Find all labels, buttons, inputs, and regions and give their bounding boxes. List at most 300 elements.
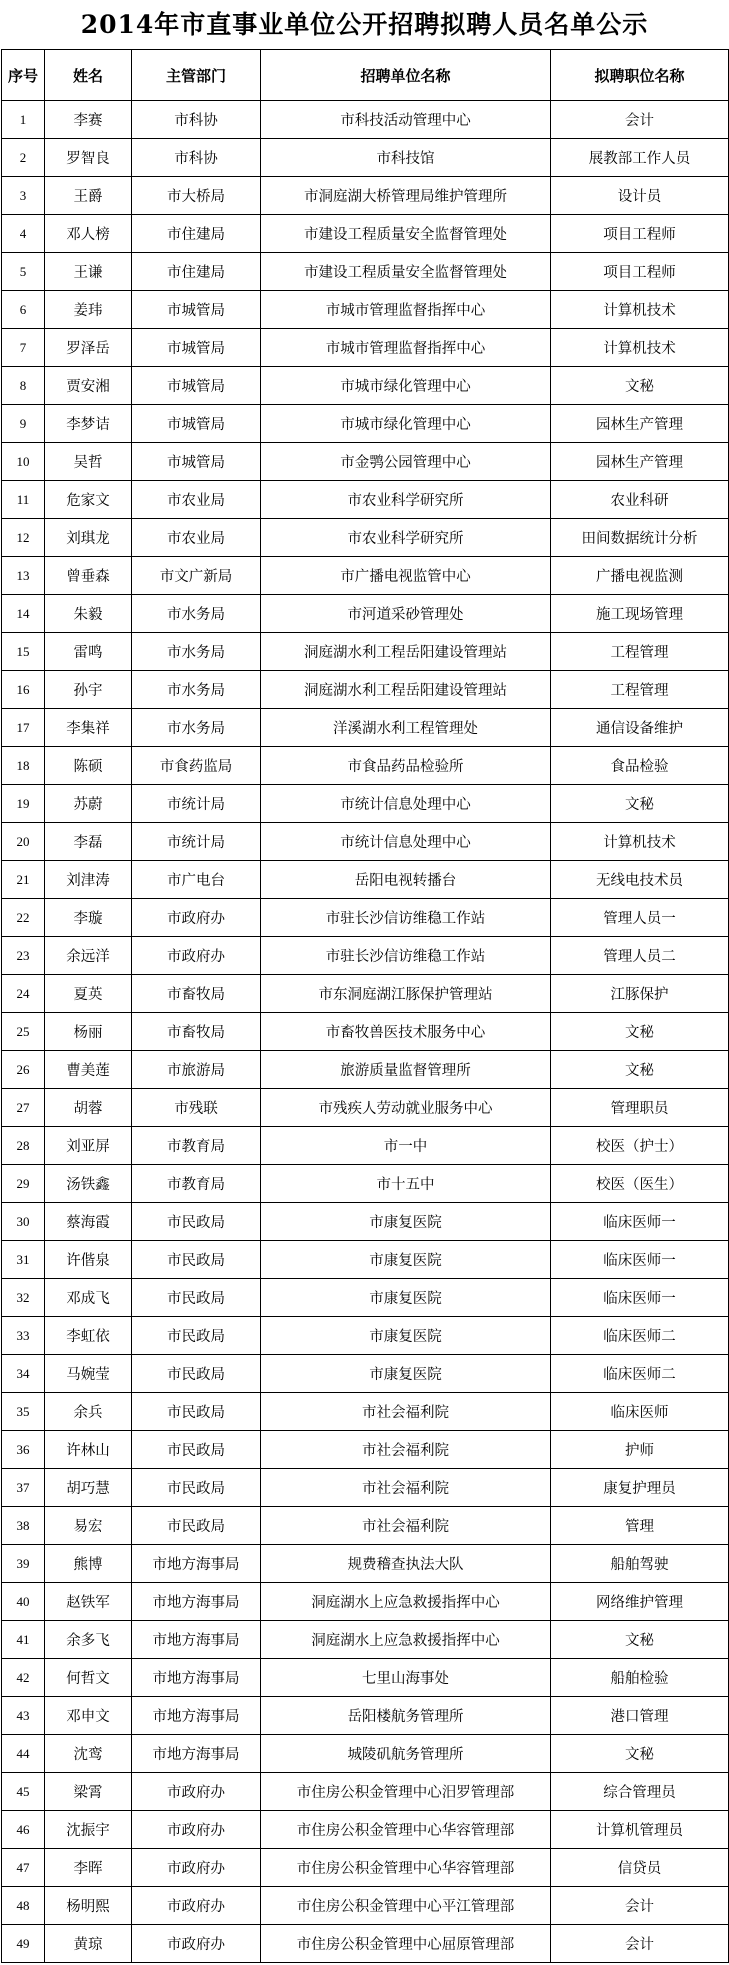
cell-unit: 岳阳电视转播台 [261,861,551,899]
cell-position: 会计 [551,1887,729,1925]
cell-name: 吴哲 [45,443,132,481]
cell-name: 胡蓉 [45,1089,132,1127]
cell-no: 20 [2,823,45,861]
table-row [2,1469,729,1507]
table-row [2,519,729,557]
cell-position: 园林生产管理 [551,405,729,443]
cell-no: 45 [2,1773,45,1811]
cell-no: 36 [2,1431,45,1469]
cell-department: 市城管局 [132,405,261,443]
cell-unit: 市东洞庭湖江豚保护管理站 [261,975,551,1013]
table-row [2,1849,729,1887]
cell-name: 熊博 [45,1545,132,1583]
cell-name: 杨丽 [45,1013,132,1051]
cell-no: 25 [2,1013,45,1051]
cell-unit: 市住房公积金管理中心屈原管理部 [261,1925,551,1963]
cell-department: 市食药监局 [132,747,261,785]
cell-unit: 市城市绿化管理中心 [261,405,551,443]
cell-department: 市科协 [132,139,261,177]
cell-no: 30 [2,1203,45,1241]
cell-no: 13 [2,557,45,595]
cell-name: 曾垂森 [45,557,132,595]
cell-unit: 市一中 [261,1127,551,1165]
cell-position: 工程管理 [551,633,729,671]
cell-no: 1 [2,101,45,139]
cell-no: 42 [2,1659,45,1697]
cell-department: 市政府办 [132,1925,261,1963]
cell-unit: 规费稽查执法大队 [261,1545,551,1583]
cell-no: 7 [2,329,45,367]
table-row [2,1735,729,1773]
cell-position: 展教部工作人员 [551,139,729,177]
cell-name: 曹美莲 [45,1051,132,1089]
cell-no: 26 [2,1051,45,1089]
table-row [2,329,729,367]
table-row [2,1127,729,1165]
cell-unit: 洞庭湖水利工程岳阳建设管理站 [261,671,551,709]
cell-unit: 市金鹗公园管理中心 [261,443,551,481]
cell-unit: 市住房公积金管理中心华容管理部 [261,1849,551,1887]
cell-department: 市统计局 [132,823,261,861]
cell-unit: 市社会福利院 [261,1507,551,1545]
cell-department: 市农业局 [132,481,261,519]
cell-department: 市地方海事局 [132,1659,261,1697]
table-row [2,1051,729,1089]
cell-department: 市教育局 [132,1127,261,1165]
cell-no: 34 [2,1355,45,1393]
cell-department: 市民政局 [132,1279,261,1317]
table-row [2,671,729,709]
table-row [2,1887,729,1925]
cell-position: 文秘 [551,1621,729,1659]
cell-no: 33 [2,1317,45,1355]
cell-department: 市民政局 [132,1355,261,1393]
cell-unit: 市康复医院 [261,1317,551,1355]
cell-position: 综合管理员 [551,1773,729,1811]
cell-department: 市政府办 [132,1849,261,1887]
cell-position: 农业科研 [551,481,729,519]
cell-name: 梁霄 [45,1773,132,1811]
cell-no: 4 [2,215,45,253]
cell-unit: 市城市绿化管理中心 [261,367,551,405]
cell-no: 38 [2,1507,45,1545]
table-row [2,291,729,329]
cell-no: 44 [2,1735,45,1773]
cell-name: 朱毅 [45,595,132,633]
cell-department: 市教育局 [132,1165,261,1203]
cell-position: 计算机技术 [551,329,729,367]
cell-name: 易宏 [45,1507,132,1545]
table-row [2,557,729,595]
cell-no: 29 [2,1165,45,1203]
table-row [2,1545,729,1583]
cell-no: 9 [2,405,45,443]
cell-department: 市民政局 [132,1317,261,1355]
cell-no: 16 [2,671,45,709]
cell-no: 27 [2,1089,45,1127]
cell-unit: 洋溪湖水利工程管理处 [261,709,551,747]
cell-no: 17 [2,709,45,747]
table-row [2,1659,729,1697]
cell-position: 管理人员一 [551,899,729,937]
cell-position: 管理 [551,1507,729,1545]
cell-no: 43 [2,1697,45,1735]
table-row [2,633,729,671]
cell-position: 田间数据统计分析 [551,519,729,557]
cell-no: 2 [2,139,45,177]
table-row [2,1165,729,1203]
cell-position: 无线电技术员 [551,861,729,899]
cell-department: 市政府办 [132,937,261,975]
cell-unit: 市建设工程质量安全监督管理处 [261,215,551,253]
cell-unit: 市驻长沙信访维稳工作站 [261,899,551,937]
cell-unit: 洞庭湖水利工程岳阳建设管理站 [261,633,551,671]
cell-department: 市旅游局 [132,1051,261,1089]
cell-no: 8 [2,367,45,405]
cell-name: 苏蔚 [45,785,132,823]
table-row [2,709,729,747]
cell-name: 李梦诘 [45,405,132,443]
cell-no: 41 [2,1621,45,1659]
cell-unit: 市康复医院 [261,1203,551,1241]
cell-name: 马婉莹 [45,1355,132,1393]
cell-position: 临床医师二 [551,1355,729,1393]
table-row [2,215,729,253]
cell-department: 市水务局 [132,671,261,709]
cell-no: 22 [2,899,45,937]
table-row [2,1621,729,1659]
cell-position: 文秘 [551,367,729,405]
table-row [2,1279,729,1317]
cell-department: 市住建局 [132,215,261,253]
cell-unit: 岳阳楼航务管理所 [261,1697,551,1735]
table-row [2,253,729,291]
cell-position: 网络维护管理 [551,1583,729,1621]
table-row [2,1089,729,1127]
table-row [2,823,729,861]
cell-unit: 市住房公积金管理中心平江管理部 [261,1887,551,1925]
cell-position: 文秘 [551,785,729,823]
cell-name: 沈振宇 [45,1811,132,1849]
cell-unit: 市河道采砂管理处 [261,595,551,633]
cell-no: 39 [2,1545,45,1583]
table-row [2,1431,729,1469]
cell-unit: 市住房公积金管理中心华容管理部 [261,1811,551,1849]
cell-position: 康复护理员 [551,1469,729,1507]
cell-name: 贾安湘 [45,367,132,405]
cell-department: 市民政局 [132,1203,261,1241]
cell-name: 许林山 [45,1431,132,1469]
table-row [2,1773,729,1811]
cell-no: 37 [2,1469,45,1507]
cell-position: 园林生产管理 [551,443,729,481]
cell-no: 10 [2,443,45,481]
cell-department: 市地方海事局 [132,1697,261,1735]
cell-position: 临床医师二 [551,1317,729,1355]
cell-position: 船舶驾驶 [551,1545,729,1583]
cell-no: 47 [2,1849,45,1887]
cell-no: 5 [2,253,45,291]
cell-no: 32 [2,1279,45,1317]
table-row [2,481,729,519]
cell-position: 临床医师 [551,1393,729,1431]
cell-department: 市城管局 [132,443,261,481]
cell-position: 临床医师一 [551,1279,729,1317]
cell-unit: 市十五中 [261,1165,551,1203]
cell-name: 李虹依 [45,1317,132,1355]
table-row [2,443,729,481]
header-no: 序号 [2,50,45,101]
cell-position: 临床医师一 [551,1203,729,1241]
cell-name: 罗泽岳 [45,329,132,367]
cell-no: 6 [2,291,45,329]
cell-position: 文秘 [551,1735,729,1773]
cell-name: 李集祥 [45,709,132,747]
cell-position: 管理职员 [551,1089,729,1127]
cell-unit: 市统计信息处理中心 [261,823,551,861]
cell-position: 管理人员二 [551,937,729,975]
cell-no: 18 [2,747,45,785]
cell-name: 李晖 [45,1849,132,1887]
table-row [2,1317,729,1355]
cell-no: 40 [2,1583,45,1621]
cell-position: 计算机技术 [551,291,729,329]
cell-unit: 市科技馆 [261,139,551,177]
table-row [2,1355,729,1393]
cell-name: 李磊 [45,823,132,861]
cell-no: 46 [2,1811,45,1849]
cell-position: 江豚保护 [551,975,729,1013]
cell-department: 市城管局 [132,291,261,329]
table-row [2,937,729,975]
table-row [2,1697,729,1735]
cell-name: 邓成飞 [45,1279,132,1317]
header-department: 主管部门 [132,50,261,101]
table-row [2,861,729,899]
header-name: 姓名 [45,50,132,101]
cell-department: 市农业局 [132,519,261,557]
cell-department: 市残联 [132,1089,261,1127]
cell-department: 市畜牧局 [132,975,261,1013]
table-body [2,101,729,1963]
cell-position: 临床医师一 [551,1241,729,1279]
cell-department: 市地方海事局 [132,1735,261,1773]
cell-department: 市民政局 [132,1393,261,1431]
cell-department: 市民政局 [132,1507,261,1545]
cell-no: 3 [2,177,45,215]
table-row [2,367,729,405]
table-row [2,975,729,1013]
cell-name: 邓人榜 [45,215,132,253]
cell-position: 施工现场管理 [551,595,729,633]
cell-unit: 市农业科学研究所 [261,481,551,519]
table-row [2,1583,729,1621]
cell-position: 项目工程师 [551,253,729,291]
cell-name: 何哲文 [45,1659,132,1697]
cell-department: 市地方海事局 [132,1545,261,1583]
cell-no: 15 [2,633,45,671]
cell-position: 信贷员 [551,1849,729,1887]
cell-name: 胡巧慧 [45,1469,132,1507]
table-row [2,1203,729,1241]
cell-department: 市地方海事局 [132,1583,261,1621]
cell-unit: 市社会福利院 [261,1431,551,1469]
cell-unit: 市社会福利院 [261,1469,551,1507]
cell-position: 项目工程师 [551,215,729,253]
cell-department: 市政府办 [132,899,261,937]
cell-unit: 市洞庭湖大桥管理局维护管理所 [261,177,551,215]
cell-unit: 市城市管理监督指挥中心 [261,291,551,329]
cell-no: 35 [2,1393,45,1431]
table-row [2,1393,729,1431]
cell-position: 船舶检验 [551,1659,729,1697]
cell-department: 市大桥局 [132,177,261,215]
cell-department: 市文广新局 [132,557,261,595]
cell-position: 广播电视监测 [551,557,729,595]
cell-unit: 市城市管理监督指挥中心 [261,329,551,367]
header-position: 拟聘职位名称 [551,50,729,101]
cell-name: 雷鸣 [45,633,132,671]
cell-position: 校医（医生） [551,1165,729,1203]
cell-name: 黄琼 [45,1925,132,1963]
cell-unit: 旅游质量监督管理所 [261,1051,551,1089]
cell-unit: 市统计信息处理中心 [261,785,551,823]
cell-name: 危家文 [45,481,132,519]
cell-unit: 市康复医院 [261,1241,551,1279]
cell-unit: 市建设工程质量安全监督管理处 [261,253,551,291]
cell-unit: 市驻长沙信访维稳工作站 [261,937,551,975]
cell-name: 罗智良 [45,139,132,177]
cell-position: 会计 [551,101,729,139]
roster-table [1,49,729,1963]
header-row [2,50,729,101]
table-row [2,1925,729,1963]
table-row [2,899,729,937]
cell-unit: 市食品药品检验所 [261,747,551,785]
cell-name: 刘亚屏 [45,1127,132,1165]
cell-unit: 七里山海事处 [261,1659,551,1697]
cell-position: 校医（护士） [551,1127,729,1165]
table-row [2,747,729,785]
cell-position: 计算机管理员 [551,1811,729,1849]
cell-no: 14 [2,595,45,633]
table-row [2,139,729,177]
table-row [2,177,729,215]
table-row [2,1013,729,1051]
cell-position: 港口管理 [551,1697,729,1735]
cell-department: 市城管局 [132,367,261,405]
cell-no: 19 [2,785,45,823]
cell-department: 市地方海事局 [132,1621,261,1659]
cell-no: 31 [2,1241,45,1279]
cell-no: 24 [2,975,45,1013]
cell-department: 市住建局 [132,253,261,291]
cell-department: 市政府办 [132,1887,261,1925]
cell-name: 蔡海霞 [45,1203,132,1241]
cell-unit: 市畜牧兽医技术服务中心 [261,1013,551,1051]
cell-no: 49 [2,1925,45,1963]
table-row [2,1811,729,1849]
cell-name: 沈鸾 [45,1735,132,1773]
cell-name: 汤铁鑫 [45,1165,132,1203]
cell-unit: 城陵矶航务管理所 [261,1735,551,1773]
cell-unit: 市农业科学研究所 [261,519,551,557]
cell-department: 市统计局 [132,785,261,823]
cell-no: 12 [2,519,45,557]
cell-position: 护师 [551,1431,729,1469]
cell-name: 夏英 [45,975,132,1013]
cell-unit: 市科技活动管理中心 [261,101,551,139]
cell-department: 市广电台 [132,861,261,899]
table-row [2,101,729,139]
cell-no: 23 [2,937,45,975]
cell-unit: 洞庭湖水上应急救援指挥中心 [261,1583,551,1621]
cell-position: 通信设备维护 [551,709,729,747]
cell-position: 文秘 [551,1013,729,1051]
cell-name: 李璇 [45,899,132,937]
cell-unit: 市社会福利院 [261,1393,551,1431]
cell-unit: 市康复医院 [261,1279,551,1317]
table-header [2,50,729,101]
page-title: 2014年市直事业单位公开招聘拟聘人员名单公示 [80,10,649,39]
cell-name: 刘津涛 [45,861,132,899]
cell-no: 48 [2,1887,45,1925]
cell-name: 邓申文 [45,1697,132,1735]
cell-department: 市水务局 [132,595,261,633]
cell-department: 市民政局 [132,1431,261,1469]
cell-position: 文秘 [551,1051,729,1089]
cell-department: 市水务局 [132,709,261,747]
table-row [2,1507,729,1545]
cell-unit: 市广播电视监管中心 [261,557,551,595]
cell-department: 市科协 [132,101,261,139]
table-row [2,405,729,443]
cell-name: 余远洋 [45,937,132,975]
cell-name: 赵铁军 [45,1583,132,1621]
cell-no: 11 [2,481,45,519]
cell-name: 许偕泉 [45,1241,132,1279]
cell-name: 王谦 [45,253,132,291]
cell-department: 市民政局 [132,1241,261,1279]
cell-name: 姜玮 [45,291,132,329]
cell-no: 28 [2,1127,45,1165]
cell-position: 工程管理 [551,671,729,709]
cell-no: 21 [2,861,45,899]
cell-department: 市城管局 [132,329,261,367]
cell-unit: 市住房公积金管理中心汨罗管理部 [261,1773,551,1811]
cell-name: 李赛 [45,101,132,139]
cell-position: 计算机技术 [551,823,729,861]
cell-unit: 市残疾人劳动就业服务中心 [261,1089,551,1127]
table-row [2,1241,729,1279]
header-unit: 招聘单位名称 [261,50,551,101]
cell-name: 杨明熙 [45,1887,132,1925]
cell-name: 刘琪龙 [45,519,132,557]
cell-position: 设计员 [551,177,729,215]
cell-name: 孙宇 [45,671,132,709]
cell-department: 市民政局 [132,1469,261,1507]
cell-position: 会计 [551,1925,729,1963]
cell-department: 市政府办 [132,1811,261,1849]
cell-unit: 市康复医院 [261,1355,551,1393]
cell-department: 市畜牧局 [132,1013,261,1051]
cell-name: 王爵 [45,177,132,215]
cell-name: 余兵 [45,1393,132,1431]
cell-department: 市水务局 [132,633,261,671]
cell-position: 食品检验 [551,747,729,785]
cell-name: 余多飞 [45,1621,132,1659]
cell-name: 陈硕 [45,747,132,785]
